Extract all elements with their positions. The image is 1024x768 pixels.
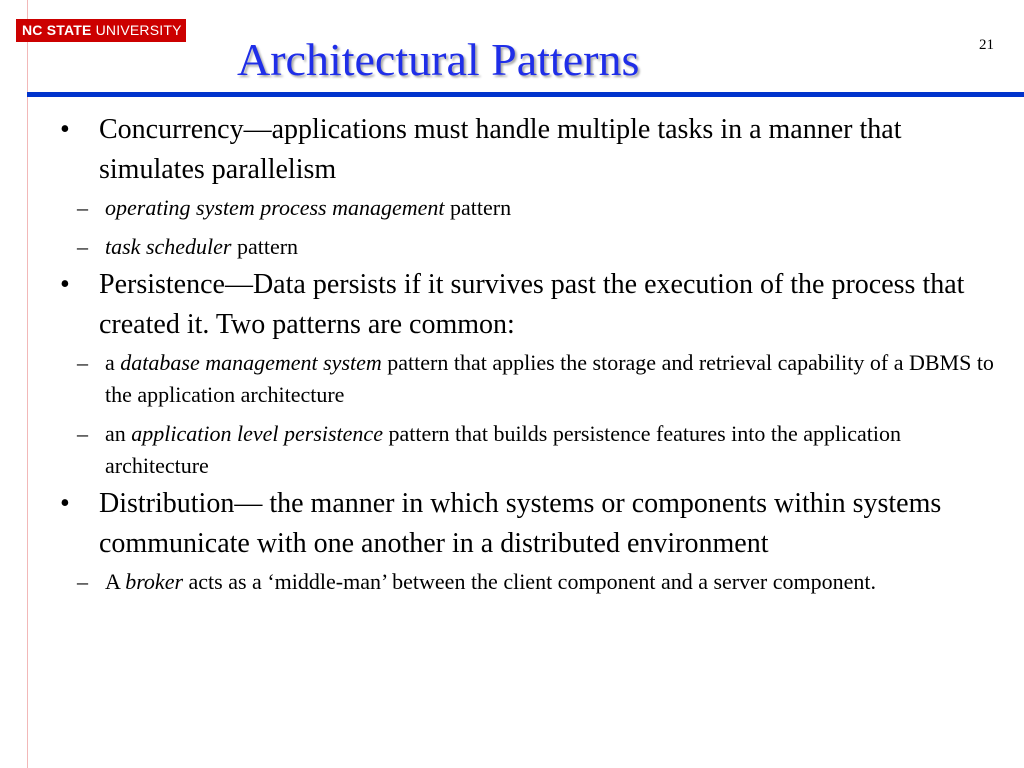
sub-item <box>60 566 1000 598</box>
bullet-text: Concurrency—applications must handle multiple tasks in a manner that simulates parallelism <box>99 114 902 185</box>
sub-emphasis: database management system <box>120 350 382 375</box>
bullet-dot: • <box>60 488 70 519</box>
sub-list-distribution <box>60 566 1000 598</box>
sub-pre: A <box>105 569 126 594</box>
sub-post: acts as a ‘middle-man’ between the client component and a server component. <box>183 569 876 594</box>
dash-marker: – <box>77 421 88 446</box>
bullet-text: Distribution— the manner in which systems or components within systems communicate with one another in a distributed environment <box>99 488 942 559</box>
sub-emphasis: broker <box>125 569 184 594</box>
slide-content <box>60 110 1000 600</box>
logo-light-text: UNIVERSITY <box>91 22 182 38</box>
dash-marker: – <box>77 569 88 594</box>
sub-post: pattern <box>231 234 299 259</box>
dash-marker: – <box>77 234 88 259</box>
nc-state-logo <box>16 19 186 42</box>
bullet-concurrency <box>60 110 1000 190</box>
bullet-dot: • <box>60 269 70 300</box>
title-rule <box>27 92 1024 97</box>
sub-item <box>60 347 1000 411</box>
sub-post: pattern that builds persistence features into the application architecture <box>105 421 902 478</box>
dash-marker: – <box>77 350 88 375</box>
sub-pre: a <box>105 350 121 375</box>
bullet-distribution <box>60 484 1000 564</box>
sub-emphasis: task scheduler <box>105 234 232 259</box>
sub-list-concurrency <box>60 192 1000 263</box>
logo-bold-text: NC STATE <box>22 22 92 38</box>
left-border-line <box>27 0 28 768</box>
sub-list-persistence <box>60 347 1000 482</box>
bullet-dot: • <box>60 114 70 145</box>
sub-pre: an <box>105 421 132 446</box>
sub-post: pattern <box>444 195 512 220</box>
dash-marker: – <box>77 195 88 220</box>
sub-emphasis: application level persistence <box>131 421 383 446</box>
sub-post: pattern that applies the storage and retrieval capability of a DBMS to the application architecture <box>105 350 994 407</box>
slide-title: Architectural Patterns <box>237 34 640 85</box>
bullet-text: Persistence—Data persists if it survives past the execution of the process that created it. Two patterns are common: <box>99 269 965 340</box>
sub-item <box>60 231 1000 263</box>
bullet-persistence <box>60 265 1000 345</box>
sub-item <box>60 418 1000 482</box>
sub-item <box>60 192 1000 224</box>
slide-number: 21 <box>979 37 994 53</box>
sub-emphasis: operating system process management <box>105 195 445 220</box>
